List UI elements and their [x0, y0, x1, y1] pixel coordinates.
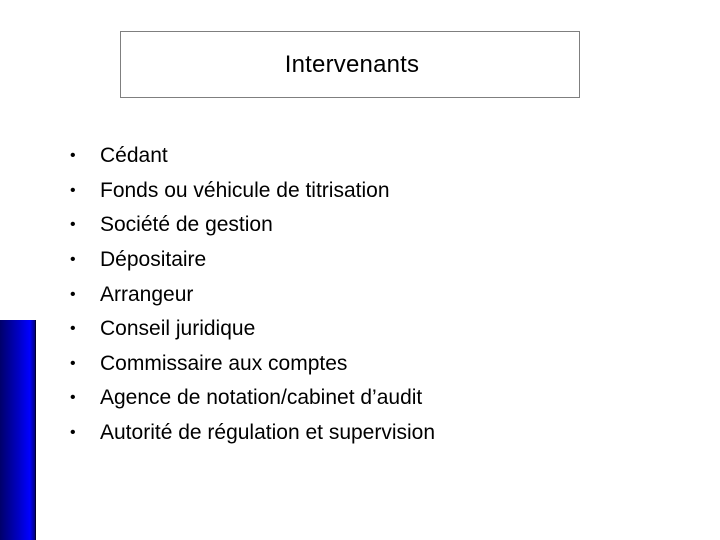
bullet-icon: • [70, 424, 76, 442]
list-item [70, 347, 435, 382]
bullet-icon: • [70, 147, 76, 165]
bullet-icon: • [70, 216, 76, 234]
list-item-label: Société de gestion [100, 213, 273, 237]
list-item-label: Conseil juridique [100, 317, 256, 341]
bullet-icon: • [70, 389, 76, 407]
list-item [70, 208, 435, 243]
bullet-icon: • [70, 354, 76, 372]
list-item [70, 312, 435, 347]
list-item-label: Fonds ou véhicule de titrisation [100, 178, 390, 202]
list-item [70, 277, 435, 312]
list-item-label: Agence de notation/cabinet d’audit [100, 386, 423, 410]
bullet-icon: • [70, 181, 76, 199]
list-item-label: Commissaire aux comptes [100, 351, 348, 375]
title-box [120, 31, 580, 98]
bullet-icon: • [70, 320, 76, 338]
slide-title: Intervenants [284, 50, 420, 78]
bullet-list [70, 139, 435, 450]
list-item-label: Autorité de régulation et supervision [100, 421, 436, 445]
list-item [70, 381, 435, 416]
list-item-label: Dépositaire [100, 248, 207, 272]
list-item [70, 243, 435, 278]
list-item-label: Cédant [100, 144, 168, 168]
list-item [70, 174, 435, 209]
list-item [70, 139, 435, 174]
list-item [70, 416, 435, 451]
decorative-side-bar [0, 320, 36, 540]
list-item-label: Arrangeur [100, 282, 194, 306]
bullet-icon: • [70, 251, 76, 269]
bullet-icon: • [70, 285, 76, 303]
